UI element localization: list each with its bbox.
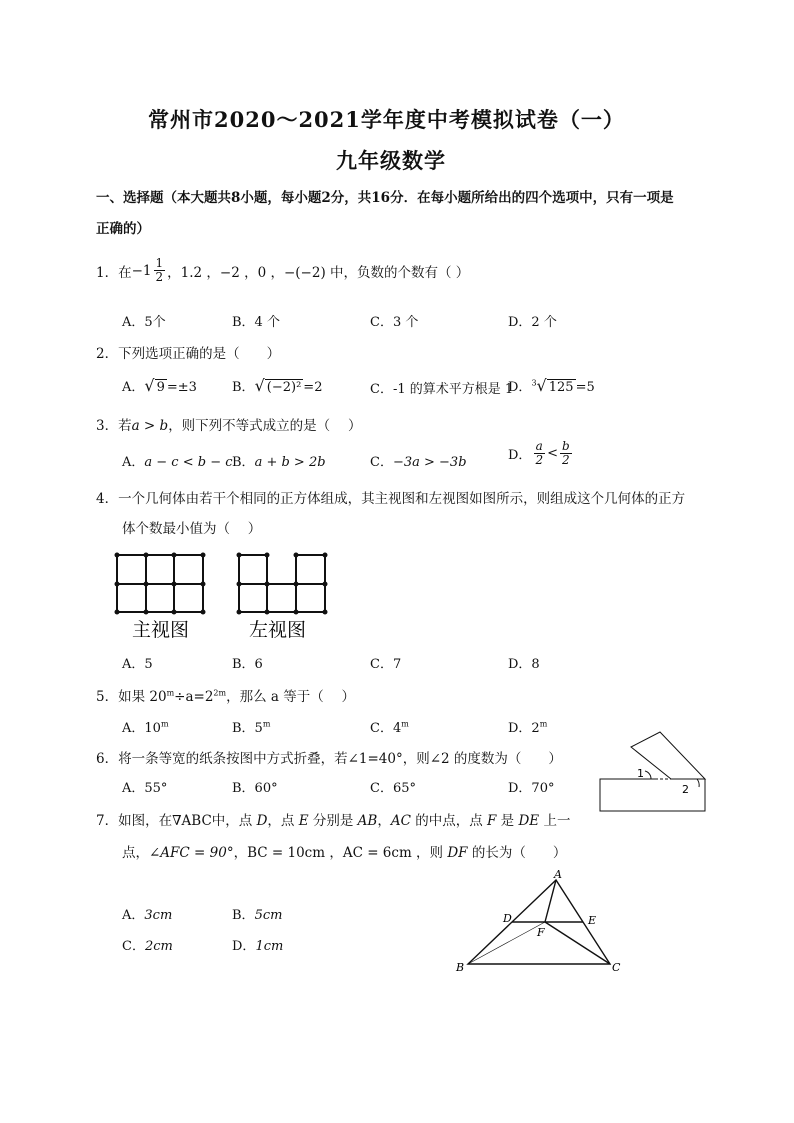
front-view-label: 主视图 xyxy=(132,619,190,641)
q1-option-b: B．4 个 xyxy=(232,315,280,330)
q7-D: D xyxy=(256,813,268,829)
q3-d-frac-2 xyxy=(560,440,572,467)
q7-F: F xyxy=(487,813,497,829)
q7-t2: 中，点 xyxy=(211,813,257,829)
point-f-label: F xyxy=(537,926,545,939)
q1-fraction xyxy=(154,257,166,284)
frac-den: 2 xyxy=(562,453,570,467)
q7-option-b xyxy=(232,904,282,923)
question-4-cont: 体个数最小值为（ ） xyxy=(122,521,262,537)
folded-strip-figure xyxy=(595,725,710,820)
q2-option-b xyxy=(232,376,322,395)
left-view-label: 左视图 xyxy=(249,619,307,641)
q7-E: E xyxy=(298,813,309,829)
q5-a-text: A．10 xyxy=(122,721,161,736)
q7-t3: ，点 xyxy=(267,813,299,829)
q2-d-index: 3 xyxy=(531,378,537,388)
q7-option-d xyxy=(232,935,283,954)
q3-option-a xyxy=(122,451,233,470)
question-4: 4．一个几何体由若干个相同的正方体组成，其主视图和左视图如图所示，则组成这个几何体的正方 xyxy=(96,491,686,507)
q3-c-label: C． xyxy=(370,455,393,470)
q4-option-a: A．5 xyxy=(122,657,153,672)
q3-b-expr: a + b > 2b xyxy=(254,455,326,470)
q3-option-b xyxy=(232,451,326,470)
q7-d-value: 1cm xyxy=(255,939,284,954)
q1-option-d: D．2 个 xyxy=(508,315,557,330)
q7-b-value: 5cm xyxy=(254,908,283,923)
q7-t4: 分别是 xyxy=(308,813,358,829)
q7-t10: ，BC = 10cm ，AC = 6cm ，则 xyxy=(233,845,448,861)
q5-c-text: C．4 xyxy=(370,721,402,736)
q3-option-c xyxy=(370,451,467,470)
q7-angle: ∠AFC = 90° xyxy=(149,845,234,861)
section-heading-cont: 正确的） xyxy=(96,221,150,237)
radical-sign: √ xyxy=(536,376,547,395)
q2-option-a xyxy=(122,376,197,395)
q3-d-op: < xyxy=(547,446,558,461)
q7-a-value: 3cm xyxy=(144,908,173,923)
q6-option-c: C．65° xyxy=(370,781,416,796)
q3-option-d xyxy=(508,440,574,467)
q7-DF: DF xyxy=(447,845,468,861)
q7-b-label: B． xyxy=(232,908,255,923)
q7-t1: 7．如图，在 xyxy=(96,813,173,829)
question-6: 6．将一条等宽的纸条按图中方式折叠，若∠1=40°，则∠2 的度数为（ ） xyxy=(96,751,562,767)
q5-sup1: m xyxy=(166,688,175,698)
q7-d-label: D． xyxy=(232,939,256,954)
question-2: 2．下列选项正确的是（ ） xyxy=(96,346,281,362)
q5-part2: ÷a=2 xyxy=(174,689,214,705)
q4-option-b: B．6 xyxy=(232,657,263,672)
radical-sign: √ xyxy=(254,376,265,395)
vertex-a-label: A xyxy=(554,868,562,881)
q7-c-value: 2cm xyxy=(144,939,173,954)
q5-sup2: 2m xyxy=(213,688,227,698)
q5-option-d xyxy=(508,717,547,736)
q7-a-label: A． xyxy=(122,908,145,923)
q5-option-a xyxy=(122,717,169,736)
vertex-b-label: B xyxy=(456,961,465,974)
q3-d-frac-1 xyxy=(533,440,545,467)
exam-title: 常州市2020～2021学年度中考模拟试卷（一） xyxy=(148,107,625,132)
triangle-figure xyxy=(448,868,628,978)
question-7-cont xyxy=(122,841,566,861)
q1-frac-num: 1 xyxy=(155,256,164,270)
q7-AC: AC xyxy=(390,813,411,829)
question-7 xyxy=(96,809,570,829)
frac-num: a xyxy=(535,439,543,453)
q7-t7: 是 xyxy=(496,813,519,829)
q7-AB: AB xyxy=(357,813,378,829)
q5-option-c xyxy=(370,717,409,736)
q7-t11: 的长为（ ） xyxy=(467,845,567,861)
q2-a-label: A． xyxy=(122,380,145,395)
q2-b-rest: =2 xyxy=(303,380,323,395)
q1-option-a: A．5个 xyxy=(122,315,166,330)
q5-option-b xyxy=(232,717,270,736)
q2-option-d xyxy=(508,376,595,395)
q5-d-sup: m xyxy=(539,719,548,729)
q2-option-c: C．-1 的算术平方根是 1 xyxy=(370,382,514,397)
q2-a-rest: =±3 xyxy=(166,380,197,395)
q5-b-text: B．5 xyxy=(232,721,263,736)
q7-t6: 的中点，点 xyxy=(410,813,488,829)
q5-part1: 5．如果 20 xyxy=(96,689,167,705)
q7-c-label: C． xyxy=(122,939,145,954)
point-d-label: D xyxy=(503,912,512,925)
q3-c-expr: −3a > −3b xyxy=(392,455,467,470)
q7-t5: ， xyxy=(377,813,391,829)
q4-option-d: D．8 xyxy=(508,657,540,672)
q3-condition: a > b xyxy=(131,418,169,434)
point-e-label: E xyxy=(588,914,597,927)
q1-rest: ，1.2 ，−2 ，0 ，−(−2) 中，负数的个数有（ ） xyxy=(167,264,470,281)
q3-prefix: 3．若 xyxy=(96,418,132,434)
angle-2-label: 2 xyxy=(682,783,689,796)
question-3 xyxy=(96,414,361,434)
question-5 xyxy=(96,685,355,705)
vertex-c-label: C xyxy=(612,961,621,974)
q3-a-label: A． xyxy=(122,455,145,470)
q7-option-c xyxy=(122,935,173,954)
angle-1-label: 1 xyxy=(637,767,644,780)
q1-neg: −1 xyxy=(131,262,152,279)
section-heading: 一、选择题（本大题共8小题，每小题2分，共16分．在每小题所给出的四个选项中，只有一项是 xyxy=(96,190,674,206)
q3-a-expr: a − c < b − c xyxy=(144,455,233,470)
three-view-figure xyxy=(110,548,340,644)
q3-b-label: B． xyxy=(232,455,255,470)
q6-option-b: B．60° xyxy=(232,781,278,796)
frac-num: b xyxy=(561,439,570,453)
left-view-grid xyxy=(239,555,325,612)
q5-d-text: D．2 xyxy=(508,721,540,736)
q1-frac-den: 2 xyxy=(155,270,164,284)
q4-option-c: C．7 xyxy=(370,657,402,672)
q2-d-label: D． xyxy=(508,380,532,395)
q6-option-d: D．70° xyxy=(508,781,555,796)
q3-d-label: D． xyxy=(508,448,532,463)
q7-tri: ∇ABC xyxy=(172,813,212,829)
q2-a-radicand: 9 xyxy=(156,380,165,395)
q2-d-radicand: 125 xyxy=(548,380,574,395)
q2-b-radicand: (−2)² xyxy=(266,380,302,395)
q5-c-sup: m xyxy=(401,719,409,729)
question-1 xyxy=(96,257,469,284)
q6-option-a: A．55° xyxy=(122,781,168,796)
q5-part3: ，那么 a 等于（ ） xyxy=(226,689,356,705)
radical-sign: √ xyxy=(144,376,155,395)
q7-DE: DE xyxy=(518,813,540,829)
frac-den: 2 xyxy=(535,453,544,467)
front-view-grid xyxy=(117,555,203,612)
q2-b-label: B． xyxy=(232,380,255,395)
q7-t8: 上一 xyxy=(539,813,571,829)
q3-rest: ，则下列不等式成立的是（ ） xyxy=(168,418,362,434)
q5-b-sup: m xyxy=(262,719,271,729)
q5-a-sup: m xyxy=(160,719,169,729)
q1-prefix: 1．在 xyxy=(96,264,132,281)
exam-subtitle: 九年级数学 xyxy=(336,148,446,173)
q2-d-rest: =5 xyxy=(575,380,595,395)
q1-option-c: C．3 个 xyxy=(370,315,419,330)
q7-option-a xyxy=(122,904,172,923)
q7-t9: 点， xyxy=(122,845,149,861)
